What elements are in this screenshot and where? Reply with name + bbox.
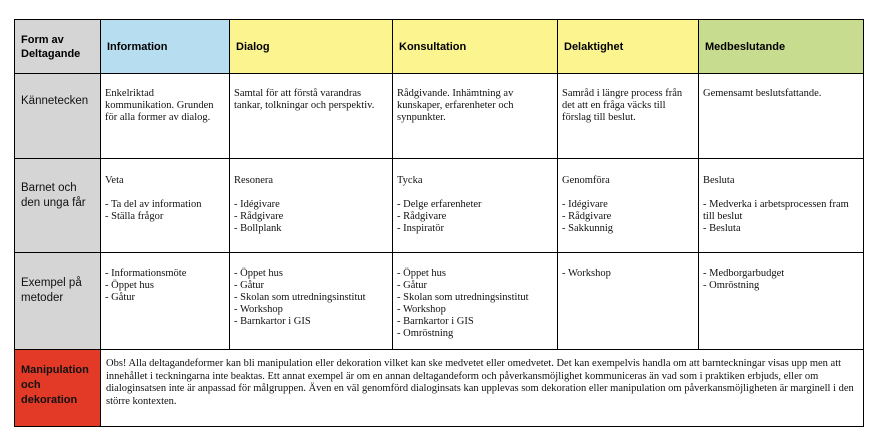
barnet-dialog-cell <box>230 159 393 253</box>
list-item: - Ställa frågor <box>105 211 225 223</box>
header-delaktighet-label: Delaktighet <box>564 40 624 53</box>
list-item: - Workshop <box>234 304 388 316</box>
header-konsultation-cell <box>393 20 558 74</box>
exempel-label: Exempel på metoder <box>21 277 82 304</box>
exempel-konsultation-list <box>397 268 553 340</box>
kannetecken-dialog-cell <box>230 74 393 159</box>
list-item: - Informationsmöte <box>105 268 225 280</box>
list-item: - Medverka i arbetsprocessen fram till beslut <box>703 199 859 223</box>
list-item: - Bollplank <box>234 223 388 235</box>
list-item: - Rådgivare <box>562 211 694 223</box>
barnet-information-head: Veta <box>105 175 124 186</box>
list-item: - Öppet hus <box>397 268 553 280</box>
kannetecken-delaktighet-cell <box>558 74 699 159</box>
list-item: - Rådgivare <box>234 211 388 223</box>
list-item: - Gåtur <box>234 280 388 292</box>
list-item: - Gåtur <box>105 292 225 304</box>
exempel-konsultation-cell <box>393 253 558 350</box>
list-item: - Skolan som utredningsinstitut <box>397 292 553 304</box>
barnet-delaktighet-list <box>562 199 694 235</box>
header-delaktighet-cell <box>558 20 699 74</box>
kannetecken-dialog-text: Samtal för att förstå varandras tankar, tolkningar och perspektiv. <box>234 88 375 111</box>
list-item: - Gåtur <box>397 280 553 292</box>
header-information-label: Information <box>107 40 168 53</box>
manipulation-label: Manipulation och dekoration <box>21 364 89 406</box>
kannetecken-label: Kännetecken <box>21 95 89 107</box>
exempel-dialog-list <box>234 268 388 328</box>
list-item: - Medborgarbudget <box>703 268 859 280</box>
kannetecken-medbeslutande-cell <box>699 74 864 159</box>
list-item: - Rådgivare <box>397 211 553 223</box>
list-item: - Barnkartor i GIS <box>234 316 388 328</box>
list-item: - Workshop <box>562 268 694 280</box>
exempel-dialog-cell <box>230 253 393 350</box>
barnet-dialog-head: Resonera <box>234 175 274 186</box>
list-item: - Inspiratör <box>397 223 553 235</box>
kannetecken-delaktighet-text: Samråd i längre process från det att en fråga väcks till förslag till beslut. <box>562 88 683 123</box>
manipulation-text: Obs! Alla deltagandeformer kan bli manipulation eller dekoration vilket kan ske medvetet eller omedvetet. Det kan exempelvis handla om att barnteckningar visas upp men att innehållet i teckningarna inte beaktas. Ett annat exempel är om en annan deltagandeform och påverkansmöjlighet kommuniceras än vad som i praktiken erbjuds, eller om dialoginsatsen inte är anpassad för målgruppen. Även en väl genomförd dialoginsats kan upplevas som dekoration eller manipulation om påverkansmöjligheten är marginell i den större kontexten. <box>106 358 854 407</box>
barnet-medbeslutande-head: Besluta <box>703 175 735 186</box>
kannetecken-row <box>15 74 864 159</box>
kannetecken-konsultation-text: Rådgivande. Inhämtning av kunskaper, erfarenheter och synpunkter. <box>397 88 514 123</box>
list-item: - Sakkunnig <box>562 223 694 235</box>
manipulation-row <box>15 350 864 427</box>
header-information-cell <box>101 20 230 74</box>
list-item: - Besluta <box>703 223 859 235</box>
header-konsultation-label: Konsultation <box>399 40 467 53</box>
list-item: - Delge erfarenheter <box>397 199 553 211</box>
header-corner-label: Form av Deltagande <box>21 33 81 60</box>
list-item: - Omröstning <box>703 280 859 292</box>
exempel-information-list <box>105 268 225 304</box>
barnet-label: Barnet och den unga får <box>21 182 86 209</box>
manipulation-text-cell <box>101 350 864 427</box>
barnet-information-list <box>105 199 225 223</box>
barnet-label-cell <box>15 159 101 253</box>
exempel-delaktighet-cell <box>558 253 699 350</box>
list-item: - Skolan som utredningsinstitut <box>234 292 388 304</box>
barnet-medbeslutande-list <box>703 199 859 235</box>
barnet-information-cell <box>101 159 230 253</box>
barnet-row <box>15 159 864 253</box>
list-item: - Idégivare <box>562 199 694 211</box>
barnet-konsultation-head: Tycka <box>397 175 423 186</box>
exempel-medbeslutande-cell <box>699 253 864 350</box>
kannetecken-konsultation-cell <box>393 74 558 159</box>
header-medbeslutande-cell <box>699 20 864 74</box>
header-corner-cell <box>15 20 101 74</box>
list-item: - Öppet hus <box>234 268 388 280</box>
header-dialog-cell <box>230 20 393 74</box>
exempel-row <box>15 253 864 350</box>
list-item: - Idégivare <box>234 199 388 211</box>
list-item: - Ta del av information <box>105 199 225 211</box>
exempel-medbeslutande-list <box>703 268 859 292</box>
kannetecken-label-cell <box>15 74 101 159</box>
barnet-konsultation-list <box>397 199 553 235</box>
exempel-label-cell <box>15 253 101 350</box>
list-item: - Omröstning <box>397 328 553 340</box>
list-item: - Barnkartor i GIS <box>397 316 553 328</box>
list-item: - Workshop <box>397 304 553 316</box>
header-row <box>15 20 864 74</box>
barnet-konsultation-cell <box>393 159 558 253</box>
list-item: - Öppet hus <box>105 280 225 292</box>
exempel-information-cell <box>101 253 230 350</box>
barnet-dialog-list <box>234 199 388 235</box>
barnet-delaktighet-head: Genomföra <box>562 175 610 186</box>
exempel-delaktighet-list <box>562 268 694 280</box>
barnet-delaktighet-cell <box>558 159 699 253</box>
barnet-medbeslutande-cell <box>699 159 864 253</box>
kannetecken-medbeslutande-text: Gemensamt beslutsfattande. <box>703 88 822 99</box>
participation-table <box>14 19 864 427</box>
kannetecken-information-text: Enkelriktad kommunikation. Grunden för alla former av dialog. <box>105 88 214 123</box>
kannetecken-information-cell <box>101 74 230 159</box>
manipulation-label-cell <box>15 350 101 427</box>
header-dialog-label: Dialog <box>236 40 270 53</box>
header-medbeslutande-label: Medbeslutande <box>705 40 786 53</box>
